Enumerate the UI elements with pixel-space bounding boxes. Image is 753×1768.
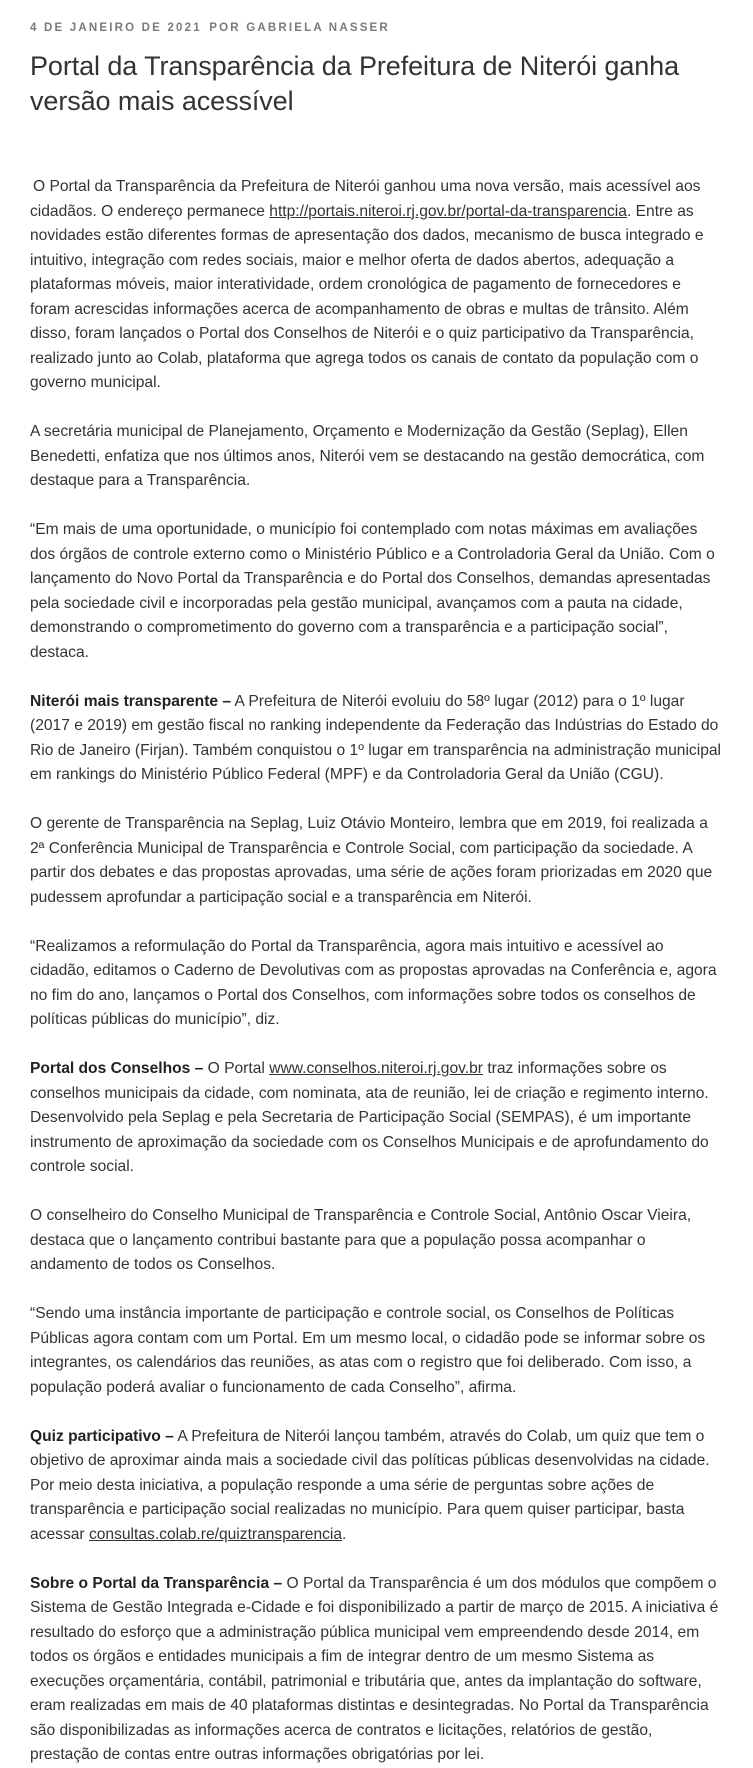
paragraph-niteroi-transparente bbox=[30, 690, 723, 788]
paragraph-conselhos-text-a: O Portal bbox=[203, 1060, 270, 1077]
paragraph-quiz-text-b: . bbox=[342, 1525, 347, 1543]
paragraph-quote-1: “Em mais de uma oportunidade, o município foi contemplado com notas máximas em avaliações dos órgãos de controle externo como o Ministério Público e a Controladoria Geral da União. Com o lançamento do Novo Portal da Transparência e do Portal dos Conselhos, demandas apresentadas pela sociedade civil e incorporadas pela gestão municipal, avançamos com a pauta na cidade, demonstrando o comprometimento do governo com a transparência e a participação social”, destaca. bbox=[30, 521, 715, 661]
paragraph-intro-text-a: O Portal da Transparência da Prefeitura de Niterói ganhou uma nova versão, mais acessível aos cidadãos. O endereço permanece bbox=[30, 178, 701, 220]
conselhos-portal-link[interactable]: www.conselhos.niteroi.rj.gov.br bbox=[269, 1060, 483, 1077]
author-prefix: POR bbox=[209, 22, 241, 34]
paragraph-intro bbox=[30, 175, 723, 396]
paragraph-quote-2: “Realizamos a reformulação do Portal da Transparência, agora mais intuitivo e acessível ao cidadão, editamos o Caderno de Devolutivas com as propostas aprovadas na Conferência e, agora no fim do ano, lançamos o Portal dos Conselhos, com informações sobre todos os conselhos de políticas públicas do município”, diz. bbox=[30, 937, 717, 1028]
paragraph-about-text: O Portal da Transparência é um dos módulos que compõem o Sistema de Gestão Integrada e-Cidade e foi disponibilizado a partir de março de 2015. A iniciativa é resultado do esforço que a administração pública municipal vem empreendendo desde 2014, em todos os órgãos e entidades municipais a fim de integrar dentro de um mesmo Sistema as execuções orçamentária, contábil, patrimonial e tributária que, antes da implantação do software, eram realizadas em mais de 40 plataformas distintas e desintegradas. No Portal da Transparência são disponibilizadas as informações acerca de contratos e licitações, relatórios de gestão, prestação de contas entre outras informações obrigatórias por lei. bbox=[30, 1574, 719, 1763]
paragraph-quiz bbox=[30, 1425, 723, 1548]
paragraph-niteroi-text: A Prefeitura de Niterói evoluiu do 58º lugar (2012) para o 1º lugar (2017 e 2019) em gestão fiscal no ranking independente da Federação das Indústrias do Estado do Rio de Janeiro (Firjan). Também conquistou o 1º lugar em transparência na administração municipal em rankings do Ministério Público Federal (MPF) e da Controladoria Geral da União (CGU). bbox=[30, 692, 722, 783]
section-heading-quiz: Quiz participativo – bbox=[30, 1427, 174, 1445]
transparency-portal-link[interactable]: http://portais.niteroi.rj.gov.br/portal-da-transparencia bbox=[269, 202, 627, 220]
section-heading-niteroi: Niterói mais transparente – bbox=[30, 692, 232, 710]
paragraph-secretary: A secretária municipal de Planejamento, Orçamento e Modernização da Gestão (Seplag), Ellen Benedetti, enfatiza que nos últimos anos, Niterói vem se destacando na gestão democrática, com destaque para a Transparência. bbox=[30, 423, 705, 489]
article-meta bbox=[30, 0, 723, 35]
paragraph-quote-3: “Sendo uma instância importante de participação e controle social, os Conselhos de Políticas Públicas agora contam com um Portal. Em um mesmo local, o cidadão pode se informar sobre os integrantes, os calendários das reuniões, as atas com o registro que foi deliberado. Com isso, a população poderá avaliar o funcionamento de cada Conselho”, afirma. bbox=[30, 1305, 706, 1396]
paragraph-quiz-text-a: A Prefeitura de Niterói lançou também, através do Colab, um quiz que tem o objetivo de aproximar ainda mais a sociedade civil das políticas públicas desenvolvidas na cidade. Por meio desta iniciativa, a população responde a uma série de perguntas sobre ações de transparência e participação social realizadas no município. Para quem quiser participar, basta acessar bbox=[30, 1427, 710, 1543]
paragraph-portal-conselhos bbox=[30, 1057, 723, 1180]
paragraph-intro-text-b: . Entre as novidades estão diferentes formas de apresentação dos dados, mecanismo de busca integrado e intuitivo, integração com redes sociais, maior e melhor oferta de dados abertos, adequação a plataformas móveis, maior interatividade, ordem cronológica de pagamento de fornecedores e foram acrescidas informações acerca de acompanhamento de obras e multas de trânsito. Além disso, foram lançados o Portal dos Conselhos de Niterói e o quiz participativo da Transparência, realizado junto ao Colab, plataforma que agrega todos os canais de contato da população com o governo municipal. bbox=[30, 202, 704, 391]
article-date: 4 DE JANEIRO DE 2021 bbox=[30, 22, 202, 34]
paragraph-manager: O gerente de Transparência na Seplag, Luiz Otávio Monteiro, lembra que em 2019, foi realizada a 2ª Conferência Municipal de Transparência e Controle Social, com participação da sociedade. A partir dos debates e das propostas aprovadas, uma série de ações foram priorizadas em 2020 que pudessem aprofundar a participação social e a transparência em Niterói. bbox=[30, 815, 713, 906]
article-title: Portal da Transparência da Prefeitura de Niterói ganha versão mais acessível bbox=[30, 51, 679, 116]
paragraph-conselhos-text-b: traz informações sobre os conselhos municipais da cidade, com nominata, ata de reunião, lei de criação e regimento interno. Desenvolvido pela Seplag e pela Secretaria de Participação Social (SEMPAS), é um importante instrumento de aproximação da sociedade com os Conselhos Municipais e de aprofundamento do controle social. bbox=[30, 1060, 709, 1175]
article-author[interactable]: GABRIELA NASSER bbox=[246, 22, 390, 34]
section-heading-about: Sobre o Portal da Transparência – bbox=[30, 1574, 283, 1592]
paragraph-about-portal bbox=[30, 1572, 723, 1768]
article-body bbox=[30, 175, 723, 1768]
quiz-link[interactable]: consultas.colab.re/quiztransparencia bbox=[88, 1525, 343, 1543]
paragraph-counselor: O conselheiro do Conselho Municipal de Transparência e Controle Social, Antônio Oscar Vieira, destaca que o lançamento contribui bastante para que a população possa acompanhar o andamento de todos os Conselhos. bbox=[30, 1207, 692, 1273]
section-heading-conselhos: Portal dos Conselhos – bbox=[30, 1060, 204, 1077]
